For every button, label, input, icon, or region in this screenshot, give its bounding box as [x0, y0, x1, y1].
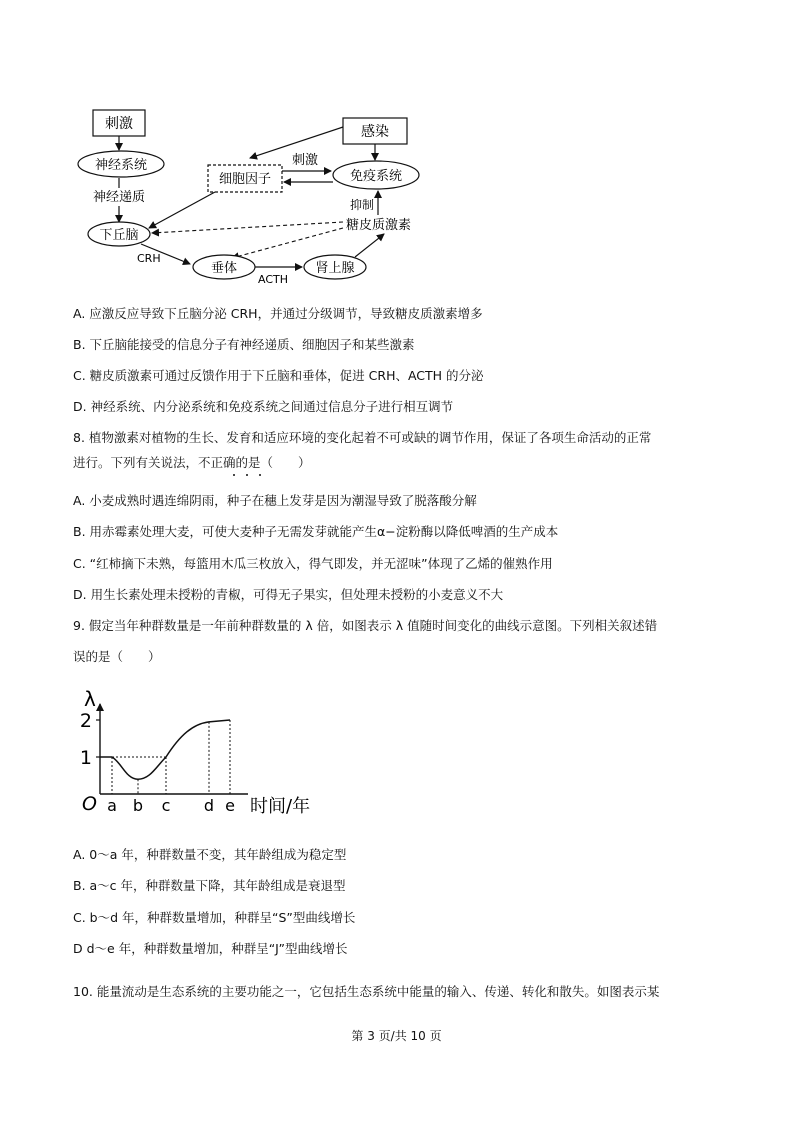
q7-option-c: C. 糖皮质激素可通过反馈作用于下丘脑和垂体，促进 CRH、ACTH 的分泌: [73, 368, 484, 383]
q8-stem-line2: 进行。下列有关说法，不正确的是（ ）: [73, 455, 311, 470]
y-tick-label-2: 2: [79, 710, 92, 732]
q9-stem-line1: 9. 假定当年种群数量是一年前种群数量的 λ 倍，如图表示 λ 值随时间变化的曲线示意图。下列相关叙述错: [73, 618, 658, 633]
arrow-cytokine-hypothalamus: [149, 192, 215, 228]
q9-option-a: A. 0～a 年，种群数量不变，其年龄组成为稳定型: [73, 847, 347, 862]
q8-option-b: B. 用赤霉素处理大麦，可使大麦种子无需发芽就能产生α−淀粉酶以降低啤酒的生产成本: [73, 524, 559, 539]
page-footer: 第 3 页/共 10 页: [351, 1029, 442, 1043]
acth-label: ACTH: [258, 273, 289, 286]
x-tick-label-b: b: [132, 796, 144, 815]
q8-option-c: C. “红柿摘下未熟，每篮用木瓜三枚放入，得气即发，并无涩味”体现了乙烯的催熟作用: [73, 556, 553, 571]
stimulus-label: 刺激: [105, 116, 133, 132]
y-axis-label: λ: [84, 687, 96, 711]
emphasis-dot: [259, 474, 261, 476]
q7-option-d: D. 神经系统、内分泌系统和免疫系统之间通过信息分子进行相互调节: [73, 399, 454, 414]
neurotransmitter-label: 神经递质: [92, 190, 146, 205]
q8-option-a: A. 小麦成熟时遇连绵阴雨，种子在穗上发芽是因为潮湿导致了脱落酸分解: [73, 493, 477, 508]
lambda-curve: [100, 720, 230, 779]
q10-stem-line1: 10. 能量流动是生态系统的主要功能之一，它包括生态系统中能量的输入、传递、转化和散失。如图表示某: [73, 984, 660, 999]
cytokine-label: 细胞因子: [218, 172, 272, 187]
arrow-gluco-pituitary: [232, 228, 343, 258]
infection-label: 感染: [361, 124, 389, 140]
crh-label: CRH: [137, 252, 161, 265]
x-tick-label-a: a: [107, 796, 117, 815]
adrenal-label: 肾上腺: [315, 261, 355, 276]
nervous-system-label: 神经系统: [94, 158, 148, 173]
q9-stem-line2: 误的是（ ）: [73, 649, 161, 664]
pituitary-label: 垂体: [210, 261, 238, 276]
q9-option-d: D d～e 年，种群数量增加，种群呈“J”型曲线增长: [73, 941, 348, 956]
glucocorticoid-label: 糖皮质激素: [346, 218, 412, 233]
arrow-gluco-hypothalamus: [152, 222, 343, 233]
inhibit-label: 抑制: [350, 198, 375, 212]
x-tick-label-d: d: [203, 796, 215, 815]
x-tick-label-e: e: [225, 796, 235, 815]
lambda-chart: [70, 684, 350, 824]
stimulate-label: 刺激: [291, 153, 319, 168]
q7-option-a: A. 应激反应导致下丘脑分泌 CRH，并通过分级调节，导致糖皮质激素增多: [73, 306, 483, 321]
q9-option-c: C. b～d 年，种群数量增加，种群呈“S”型曲线增长: [73, 910, 356, 925]
q7-option-b: B. 下丘脑能接受的信息分子有神经递质、细胞因子和某些激素: [73, 337, 415, 352]
origin-label: O: [82, 793, 97, 815]
q8-stem-line1: 8. 植物激素对植物的生长、发育和适应环境的变化起着不可或缺的调节作用，保证了各项生命活动的正常: [73, 430, 652, 445]
hypothalamus-label: 下丘脑: [99, 228, 139, 243]
arrow-adrenal-gluco: [355, 234, 384, 257]
emphasis-dot: [246, 474, 248, 476]
x-tick-label-c: c: [161, 796, 171, 815]
y-tick-label-1: 1: [79, 747, 92, 769]
emphasis-dot: [233, 474, 235, 476]
x-axis-label: 时间/年: [250, 796, 311, 817]
immune-system-label: 免疫系统: [349, 169, 403, 184]
regulation-diagram: [0, 0, 793, 300]
q8-option-d: D. 用生长素处理未授粉的青椒，可得无子果实，但处理未授粉的小麦意义不大: [73, 587, 504, 602]
q9-option-b: B. a～c 年，种群数量下降，其年龄组成是衰退型: [73, 878, 346, 893]
